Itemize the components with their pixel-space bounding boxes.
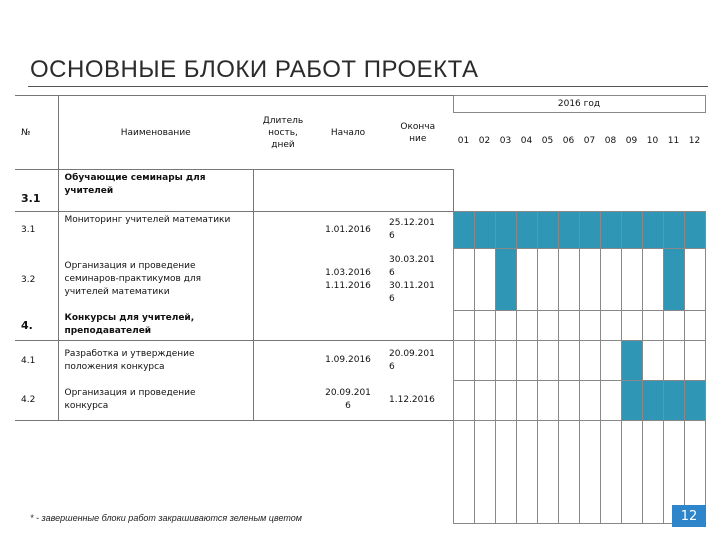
month-cell bbox=[453, 311, 474, 341]
month-label: 03 bbox=[499, 136, 512, 147]
month-cell-filled bbox=[663, 212, 684, 249]
month-cell-filled bbox=[621, 341, 642, 381]
month-cell bbox=[558, 249, 579, 311]
month-cell bbox=[474, 249, 495, 311]
page-number-badge: 12 bbox=[672, 505, 706, 527]
month-cell-filled bbox=[663, 381, 684, 421]
month-cell-filled bbox=[495, 249, 516, 311]
row-num: 3.2 bbox=[21, 274, 36, 285]
month-label: 11 bbox=[667, 136, 680, 147]
month-cell bbox=[474, 341, 495, 381]
month-cell bbox=[600, 249, 621, 311]
month-cell bbox=[558, 311, 579, 341]
month-cell-filled bbox=[579, 212, 600, 249]
row-name: Мониторинг учителей математики bbox=[58, 212, 253, 249]
month-cell bbox=[495, 341, 516, 381]
month-cell-filled bbox=[474, 212, 495, 249]
month-cell bbox=[600, 311, 621, 341]
month-cell bbox=[537, 341, 558, 381]
header-start: Начало bbox=[313, 96, 383, 170]
month-cell bbox=[516, 341, 537, 381]
month-cell bbox=[558, 381, 579, 421]
month-label: 10 bbox=[646, 136, 659, 147]
month-cell-filled bbox=[684, 212, 705, 249]
month-cell bbox=[558, 341, 579, 381]
month-cell-filled bbox=[621, 381, 642, 421]
month-cell-filled bbox=[537, 212, 558, 249]
row-end: 20.09.201 6 bbox=[383, 341, 453, 381]
month-cell bbox=[684, 249, 705, 311]
row-num: 4. bbox=[21, 318, 33, 332]
month-label: 01 bbox=[457, 136, 470, 147]
month-label: 12 bbox=[688, 136, 701, 147]
row-num: 4.1 bbox=[15, 341, 58, 381]
month-cell-filled bbox=[516, 212, 537, 249]
month-cell bbox=[642, 249, 663, 311]
gantt-table bbox=[15, 95, 706, 524]
table-row-empty bbox=[15, 421, 705, 524]
header-num: № bbox=[15, 96, 58, 170]
month-cell-filled bbox=[600, 212, 621, 249]
header-year: 2016 год bbox=[453, 96, 705, 113]
month-cell bbox=[495, 381, 516, 421]
month-cell-filled bbox=[663, 249, 684, 311]
title-underline bbox=[28, 86, 708, 87]
row-end: 30.03.201 6 30.11.201 6 bbox=[389, 254, 435, 304]
row-num: 4.2 bbox=[15, 381, 58, 421]
month-cell bbox=[516, 249, 537, 311]
month-label: 04 bbox=[520, 136, 533, 147]
row-name: Конкурсы для учителей, преподавателей bbox=[58, 311, 253, 341]
month-label: 08 bbox=[604, 136, 617, 147]
month-label: 06 bbox=[562, 136, 575, 147]
month-cell-filled bbox=[642, 212, 663, 249]
month-cell bbox=[537, 311, 558, 341]
month-cell bbox=[579, 249, 600, 311]
table-row bbox=[15, 311, 705, 341]
table-row bbox=[15, 341, 705, 381]
month-cell bbox=[453, 249, 474, 311]
month-cell bbox=[579, 311, 600, 341]
table-row bbox=[15, 381, 705, 421]
table-row bbox=[15, 249, 705, 311]
month-cell bbox=[516, 381, 537, 421]
month-cell bbox=[516, 311, 537, 341]
month-cell bbox=[579, 341, 600, 381]
month-cell bbox=[642, 311, 663, 341]
row-num: 3.1 bbox=[15, 212, 58, 249]
row-name: Разработка и утверждение положения конкурса bbox=[58, 341, 253, 381]
month-cell bbox=[537, 249, 558, 311]
footnote: * - завершенные блоки работ закрашиваются зеленым цветом bbox=[30, 513, 302, 523]
row-name: Обучающие семинары для учителей bbox=[58, 170, 253, 212]
row-name: Организация и проведение семинаров-практикумов для учителей математики bbox=[58, 249, 253, 311]
month-label: 07 bbox=[583, 136, 596, 147]
row-end: 25.12.201 6 bbox=[383, 212, 453, 249]
month-cell-filled bbox=[642, 381, 663, 421]
month-cell-filled bbox=[558, 212, 579, 249]
table-row bbox=[15, 170, 705, 212]
month-cell bbox=[537, 381, 558, 421]
month-cell-filled bbox=[453, 212, 474, 249]
month-cell bbox=[663, 341, 684, 381]
month-cell-filled bbox=[684, 381, 705, 421]
month-cell bbox=[600, 381, 621, 421]
header-name: Наименование bbox=[58, 96, 253, 170]
row-start: 1.01.2016 bbox=[313, 212, 383, 249]
month-cell bbox=[621, 311, 642, 341]
header-duration: Длитель ность, дней bbox=[253, 96, 313, 170]
month-label: 02 bbox=[478, 136, 491, 147]
month-cell bbox=[684, 311, 705, 341]
month-cell bbox=[453, 381, 474, 421]
month-cell bbox=[621, 249, 642, 311]
month-cell-filled bbox=[495, 212, 516, 249]
row-num: 3.1 bbox=[21, 192, 41, 205]
month-cell bbox=[579, 381, 600, 421]
month-cell bbox=[474, 381, 495, 421]
header-end: Оконча ние bbox=[383, 96, 453, 170]
month-cell bbox=[495, 311, 516, 341]
row-end: 1.12.2016 bbox=[383, 381, 453, 421]
month-label: 05 bbox=[541, 136, 554, 147]
table-row bbox=[15, 212, 705, 249]
row-name: Организация и проведение конкурса bbox=[58, 381, 253, 421]
month-cell bbox=[684, 341, 705, 381]
month-cell-filled bbox=[621, 212, 642, 249]
row-start: 1.03.2016 1.11.2016 bbox=[325, 267, 371, 291]
month-cell bbox=[663, 311, 684, 341]
page-title: ОСНОВНЫЕ БЛОКИ РАБОТ ПРОЕКТА bbox=[30, 56, 479, 83]
month-cell bbox=[642, 341, 663, 381]
row-start: 1.09.2016 bbox=[313, 341, 383, 381]
month-cell bbox=[474, 311, 495, 341]
month-label: 09 bbox=[625, 136, 638, 147]
month-cell bbox=[453, 341, 474, 381]
month-cell bbox=[600, 341, 621, 381]
row-start: 20.09.201 6 bbox=[313, 381, 383, 421]
